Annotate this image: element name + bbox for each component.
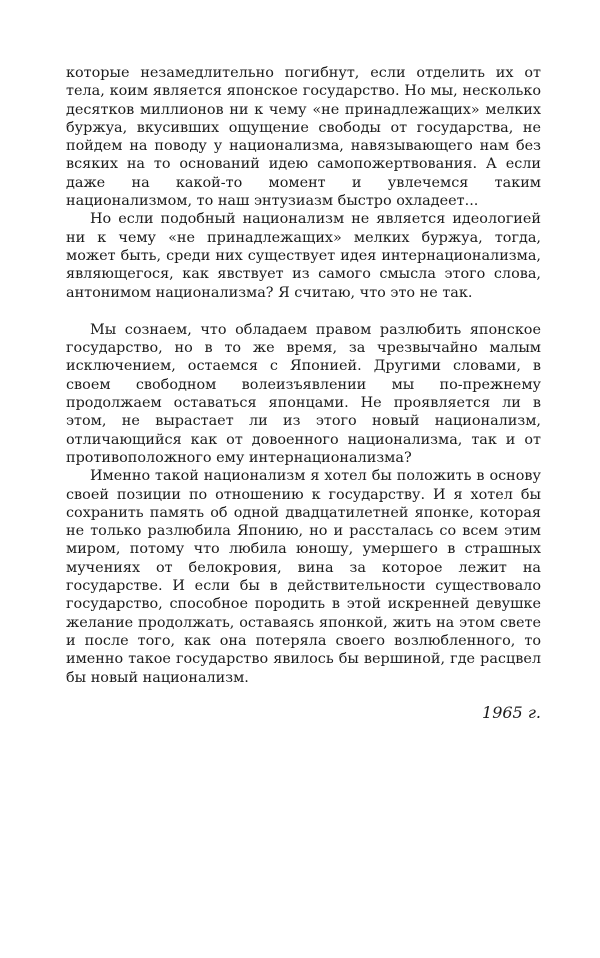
paragraph-new-nationalism: Именно такой национализм я хотел бы положить в основу своей позиции по отношению к государству. И я хотел бы сохранить память об одной двадцатилетней японке, которая не только разлюбила Японию, но и рассталась со всем этим миром, потому что любила юношу, умершего в страшных мучениях от белокровия, вина за которое лежит на государстве. И если бы в действительности существовало государство, способное породить в этой искренней девушке желание продолжать, оставаясь японкой, жить на этом свете и после того, как она потеряла своего возлюбленного, то именно такое государство явилось бы вершиной, где расцвел бы новый национализм. — [66, 468, 541, 686]
document-page — [66, 64, 541, 723]
paragraph-remain-japanese: Мы сознаем, что обладаем правом разлюбить японское государство, но в то же время, за чрезвычайно малым исключением, остаемся с Японией. Другими словами, в своем свободном волеизъявлении мы по-прежнему продолжаем оставаться японцами. Не проявляется ли в этом, не вырастает ли из этого новый национализм, отличающийся как от довоенного национализма, так и от противоположного ему интернационализма? — [66, 321, 541, 466]
date-signature: 1965 г. — [482, 702, 541, 722]
section-gap — [66, 302, 541, 321]
paragraph-internationalism-question: Но если подобный национализм не является идеологией ни к чему «не принадлежащих» мелких буржуа, тогда, может быть, среди них существует идея интернационализма, являющегося, как явствует из самого смысла этого слова, антонимом национализма? Я считаю, что это не так. — [66, 211, 541, 301]
paragraph-continuation: которые незамедлительно погибнут, если отделить их от тела, коим является японское государство. Но мы, несколько десятков миллионов ни к чему «не принадлежащих» мелких буржуа, вкусивших ощущение свободы от государства, не пойдем на поводу у национализма, навязывающего нам без всяких на то оснований идею самопожертвования. А если даже на какой-то момент и увлечемся таким национализмом, то наш энтузиазм быстро охладеет... — [66, 65, 541, 210]
